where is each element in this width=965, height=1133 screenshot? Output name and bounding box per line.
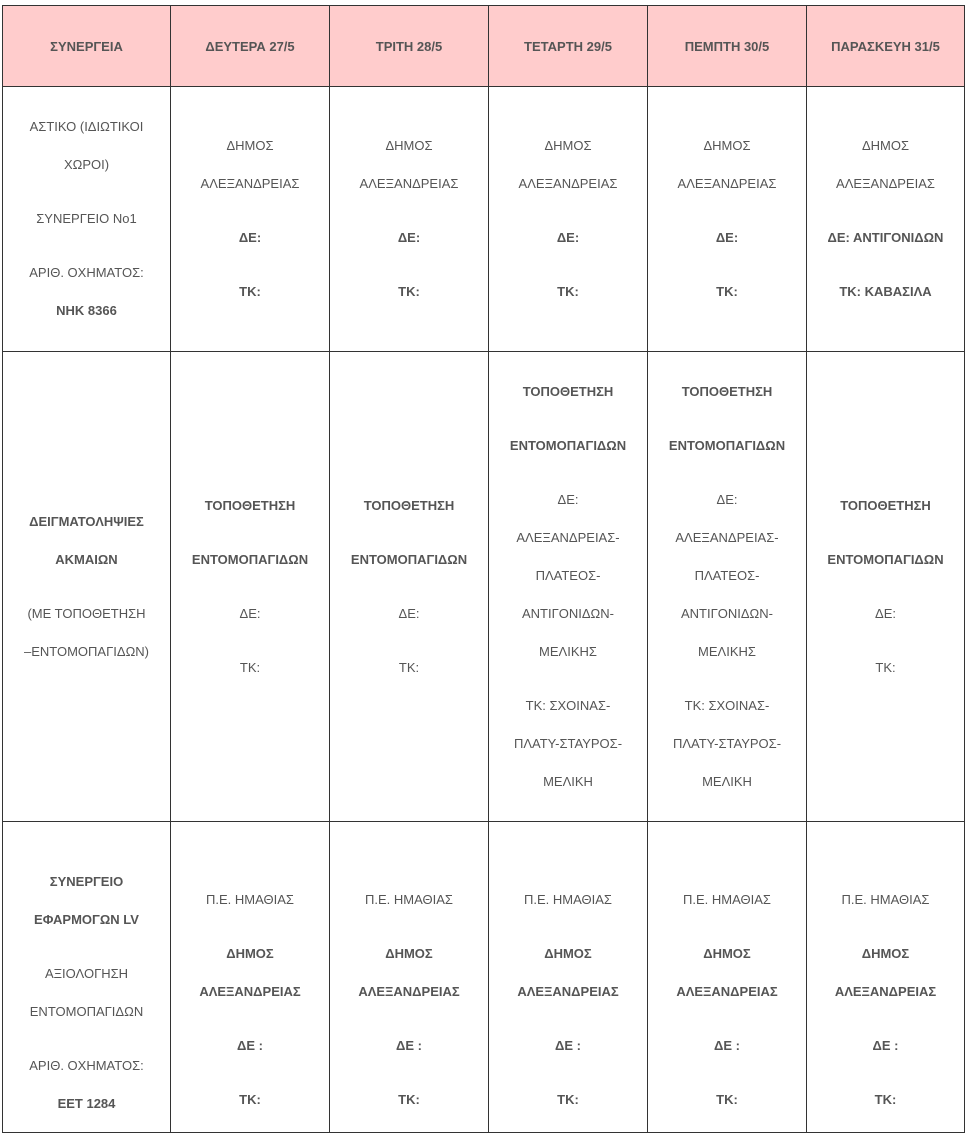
schedule-cell	[330, 822, 489, 1133]
cell-text: Π.Ε. ΗΜΑΘΙΑΣ	[206, 892, 294, 907]
cell-de: ΔΕ:	[557, 491, 579, 507]
crew-text: ΕΦΑΡΜΟΓΩΝ LV	[34, 912, 139, 927]
cell-text: Π.Ε. ΗΜΑΘΙΑΣ	[683, 892, 771, 907]
cell-tk: ΤΚ:	[239, 1092, 261, 1107]
cell-de: ΔΕ:	[398, 605, 420, 621]
crew-cell-sampling	[3, 352, 171, 822]
cell-tk: ΤΚ:	[557, 284, 579, 299]
cell-text: ΜΕΛΙΚΗ	[702, 773, 752, 789]
cell-text: ΜΕΛΙΚΗ	[543, 773, 593, 789]
cell-text: ΔΗΜΟΣ	[703, 946, 751, 961]
schedule-cell	[807, 87, 965, 352]
crew-text: ΑΣΤΙΚΟ (ΙΔΙΩΤΙΚΟΙ	[29, 119, 144, 134]
cell-text: ΑΝΤΙΓΟΝΙΔΩΝ-	[521, 605, 614, 621]
header-tuesday: ΤΡΙΤΗ 28/5	[330, 6, 489, 87]
cell-text: ΤΟΠΟΘΕΤΗΣΗ	[840, 497, 931, 513]
vehicle-number: ΝΗΚ 8366	[56, 303, 117, 318]
cell-content	[9, 831, 164, 1123]
cell-text: ΑΛΕΞΑΝΔΡΕΙΑΣ	[359, 176, 459, 191]
header-row	[3, 6, 965, 87]
cell-text: Π.Ε. ΗΜΑΘΙΑΣ	[365, 892, 453, 907]
cell-content	[336, 835, 482, 1119]
cell-content	[177, 835, 323, 1119]
cell-tk: ΤΚ:	[398, 284, 420, 299]
schedule-cell	[330, 87, 489, 352]
cell-text: ΑΛΕΞΑΝΔΡΕΙΑΣ	[836, 176, 935, 191]
crew-text: ΑΡΙΘ. ΟΧΗΜΑΤΟΣ:	[29, 1058, 144, 1073]
cell-de: ΔΕ:	[397, 230, 421, 245]
cell-de: ΔΕ:	[875, 605, 896, 621]
schedule-cell	[171, 822, 330, 1133]
cell-text: ΤΟΠΟΘΕΤΗΣΗ	[204, 497, 296, 513]
header-monday: ΔΕΥΤΕΡΑ 27/5	[171, 6, 330, 87]
schedule-cell	[171, 352, 330, 822]
vehicle-number: ΕΕΤ 1284	[57, 1096, 116, 1111]
header-friday: ΠΑΡΑΣΚΕΥΗ 31/5	[807, 6, 965, 87]
cell-tk: ΤΚ:	[874, 1092, 897, 1107]
cell-de: ΔΕ :	[555, 1038, 581, 1053]
cell-text: Π.Ε. ΗΜΑΘΙΑΣ	[524, 892, 612, 907]
cell-text: ΔΗΜΟΣ	[861, 138, 910, 153]
cell-text: ΠΛΑΤΕΟΣ-	[694, 567, 760, 583]
crew-text: ΑΡΙΘ. ΟΧΗΜΑΤΟΣ:	[29, 265, 144, 280]
cell-tk: ΤΚ: ΣΧΟΙΝΑΣ-	[684, 697, 770, 713]
cell-text: ΑΛΕΞΑΝΔΡΕΙΑΣ	[517, 984, 619, 999]
cell-text: ΠΛΑΤΥ-ΣΤΑΥΡΟΣ-	[513, 735, 623, 751]
cell-de: ΔΕ :	[237, 1038, 263, 1053]
cell-text: ΑΛΕΞΑΝΔΡΕΙΑΣ	[834, 984, 937, 999]
cell-text: ΔΗΜΟΣ	[544, 946, 592, 961]
cell-text: ΑΛΕΞΑΝΔΡΕΙΑΣ	[518, 176, 618, 191]
cell-text: ΤΟΠΟΘΕΤΗΣΗ	[363, 497, 455, 513]
cell-content	[654, 835, 800, 1119]
schedule-cell	[648, 822, 807, 1133]
cell-text: Π.Ε. ΗΜΑΘΙΑΣ	[841, 892, 930, 907]
cell-text: ΕΝΤΟΜΟΠΑΓΙΔΩΝ	[191, 551, 309, 567]
schedule-cell	[330, 352, 489, 822]
cell-tk: ΤΚ:	[239, 659, 261, 675]
cell-text: ΔΗΜΟΣ	[385, 946, 433, 961]
schedule-cell	[648, 87, 807, 352]
cell-text: ΔΗΜΟΣ	[226, 138, 274, 153]
cell-text: ΔΗΜΟΣ	[861, 946, 910, 961]
cell-text: ΤΟΠΟΘΕΤΗΣΗ	[681, 383, 773, 399]
cell-text: ΑΝΤΙΓΟΝΙΔΩΝ-	[680, 605, 773, 621]
cell-text: ΜΕΛΙΚΗΣ	[539, 643, 597, 659]
cell-de: ΔΕ :	[714, 1038, 740, 1053]
crew-text: ΕΝΤΟΜΟΠΑΓΙΔΩΝ	[29, 1004, 144, 1019]
cell-de: ΔΕ:	[239, 605, 261, 621]
cell-text: ΕΝΤΟΜΟΠΑΓΙΔΩΝ	[350, 551, 468, 567]
cell-tk: ΤΚ:	[875, 659, 896, 675]
cell-tk: ΤΚ:	[557, 1092, 579, 1107]
cell-de: ΔΕ :	[872, 1038, 899, 1053]
crew-cell-urban	[3, 87, 171, 352]
crew-cell-applications	[3, 822, 171, 1133]
cell-text: ΑΛΕΞΑΝΔΡΕΙΑΣ	[677, 176, 777, 191]
cell-text: ΑΛΕΞΑΝΔΡΕΙΑΣ	[199, 984, 301, 999]
cell-text: ΕΝΤΟΜΟΠΑΓΙΔΩΝ	[509, 437, 627, 453]
cell-text: ΑΛΕΞΑΝΔΡΕΙΑΣ	[200, 176, 300, 191]
cell-tk: ΤΚ: ΚΑΒΑΣΙΛΑ	[839, 284, 932, 299]
schedule-cell	[807, 822, 965, 1133]
cell-de: ΔΕ: ΑΝΤΙΓΟΝΙΔΩΝ	[827, 230, 944, 245]
cell-text: ΠΛΑΤΕΟΣ-	[535, 567, 601, 583]
cell-content	[813, 835, 958, 1119]
cell-de: ΔΕ :	[396, 1038, 422, 1053]
schedule-cell	[807, 352, 965, 822]
cell-text: ΑΛΕΞΑΝΔΡΕΙΑΣ	[358, 984, 460, 999]
cell-tk: ΤΚ:	[398, 659, 420, 675]
cell-de: ΔΕ:	[556, 230, 580, 245]
header-wednesday: ΤΕΤΑΡΤΗ 29/5	[489, 6, 648, 87]
cell-text: ΑΛΕΞΑΝΔΡΕΙΑΣ-	[516, 529, 620, 545]
crew-text: ΑΞΙΟΛΟΓΗΣΗ	[44, 966, 129, 981]
cell-tk: ΤΚ: ΣΧΟΙΝΑΣ-	[525, 697, 611, 713]
cell-text: ΤΟΠΟΘΕΤΗΣΗ	[522, 383, 614, 399]
cell-text: ΜΕΛΙΚΗΣ	[698, 643, 756, 659]
schedule-cell	[489, 352, 648, 822]
cell-de: ΔΕ:	[238, 230, 262, 245]
crew-text: (ΜΕ ΤΟΠΟΘΕΤΗΣΗ	[27, 605, 146, 621]
cell-de: ΔΕ:	[716, 491, 738, 507]
table-row	[3, 352, 965, 822]
header-crews: ΣΥΝΕΡΓΕΙΑ	[3, 6, 171, 87]
cell-de: ΔΕ:	[715, 230, 739, 245]
header-thursday: ΠΕΜΠΤΗ 30/5	[648, 6, 807, 87]
table-row	[3, 822, 965, 1133]
cell-text: ΑΛΕΞΑΝΔΡΕΙΑΣ-	[675, 529, 779, 545]
schedule-cell	[648, 352, 807, 822]
cell-tk: ΤΚ:	[398, 1092, 420, 1107]
crew-text: ΣΥΝΕΡΓΕΙΟ	[49, 874, 124, 889]
cell-text: ΠΛΑΤΥ-ΣΤΑΥΡΟΣ-	[672, 735, 782, 751]
cell-tk: ΤΚ:	[716, 1092, 738, 1107]
cell-text: ΔΗΜΟΣ	[703, 138, 751, 153]
crew-text: –ΕΝΤΟΜΟΠΑΓΙΔΩΝ)	[24, 643, 149, 659]
schedule-cell	[171, 87, 330, 352]
cell-tk: ΤΚ:	[239, 284, 261, 299]
cell-content	[495, 835, 641, 1119]
crew-text: ΣΥΝΕΡΓΕΙΟ Νο1	[36, 211, 137, 226]
crew-text: ΔΕΙΓΜΑΤΟΛΗΨΙΕΣ	[29, 513, 144, 529]
cell-text: ΕΝΤΟΜΟΠΑΓΙΔΩΝ	[827, 551, 944, 567]
cell-text: ΕΝΤΟΜΟΠΑΓΙΔΩΝ	[668, 437, 786, 453]
schedule-table	[2, 5, 965, 1133]
crew-text: ΑΚΜΑΙΩΝ	[55, 551, 118, 567]
cell-text: ΔΗΜΟΣ	[226, 946, 274, 961]
cell-tk: ΤΚ:	[716, 284, 738, 299]
cell-text: ΑΛΕΞΑΝΔΡΕΙΑΣ	[676, 984, 778, 999]
crew-text: ΧΩΡΟΙ)	[63, 157, 110, 172]
cell-text: ΔΗΜΟΣ	[544, 138, 592, 153]
schedule-cell	[489, 87, 648, 352]
table-row	[3, 87, 965, 352]
cell-text: ΔΗΜΟΣ	[385, 138, 433, 153]
schedule-cell	[489, 822, 648, 1133]
